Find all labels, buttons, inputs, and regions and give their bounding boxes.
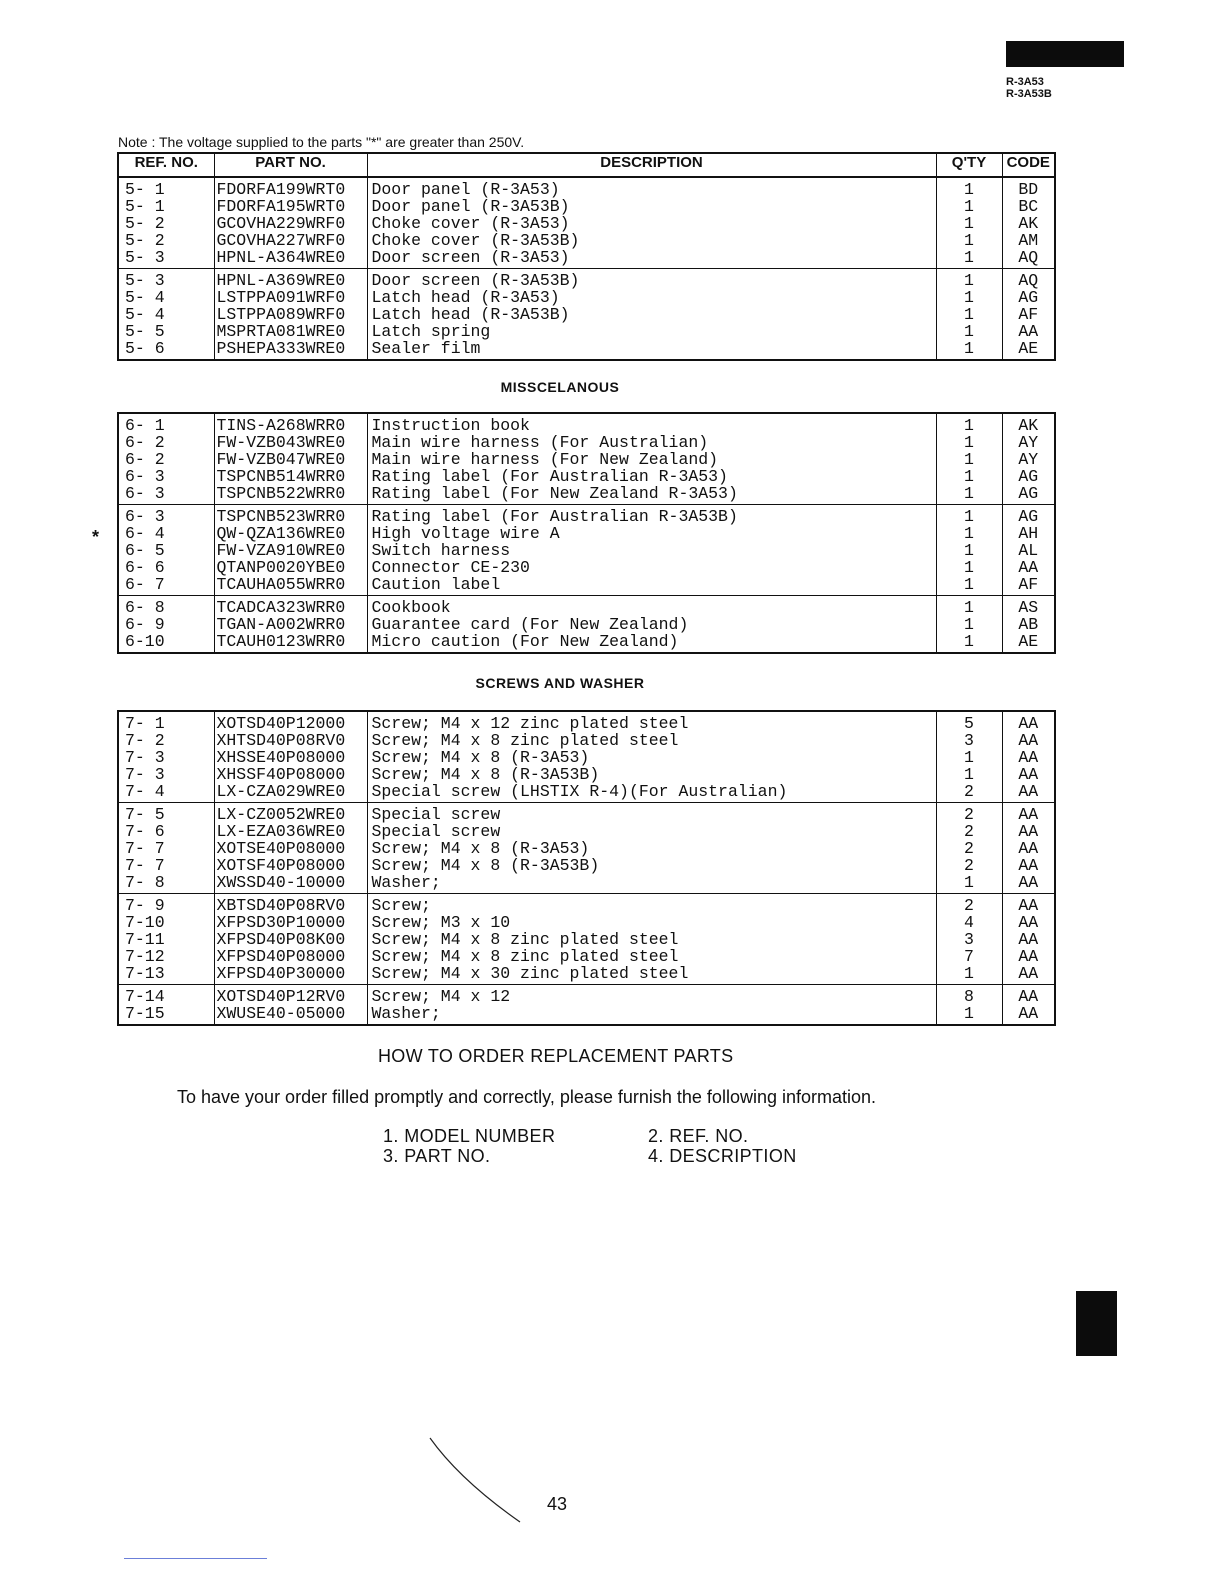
part-no-cell: PSHEPA333WRE0 bbox=[214, 340, 367, 360]
info-item-ref: 2. REF. NO. bbox=[648, 1126, 749, 1146]
table-row bbox=[118, 434, 1055, 451]
ref-no-cell: 6- 3 bbox=[118, 485, 214, 505]
qty-cell: 2 bbox=[936, 857, 1002, 874]
table-row bbox=[118, 542, 1055, 559]
description-cell: Choke cover (R-3A53) bbox=[367, 215, 936, 232]
qty-cell: 1 bbox=[936, 451, 1002, 468]
part-no-cell: TGAN-A002WRR0 bbox=[214, 616, 367, 633]
qty-cell: 1 bbox=[936, 269, 1002, 290]
part-no-cell: XOTSE40P08000 bbox=[214, 840, 367, 857]
qty-cell: 1 bbox=[936, 1005, 1002, 1025]
table-row bbox=[118, 803, 1055, 824]
qty-cell: 1 bbox=[936, 874, 1002, 894]
table-row bbox=[118, 269, 1055, 290]
qty-cell: 1 bbox=[936, 576, 1002, 596]
description-cell: Door panel (R-3A53B) bbox=[367, 198, 936, 215]
code-cell: AF bbox=[1002, 576, 1055, 596]
part-no-cell: XHSSF40P08000 bbox=[214, 766, 367, 783]
part-no-cell: LX-CZA029WRE0 bbox=[214, 783, 367, 803]
description-cell: Instruction book bbox=[367, 413, 936, 434]
table-row bbox=[118, 766, 1055, 783]
qty-cell: 1 bbox=[936, 559, 1002, 576]
col-header-ref: REF. NO. bbox=[118, 153, 214, 177]
ref-no-cell: 6- 9 bbox=[118, 616, 214, 633]
description-cell: Special screw bbox=[367, 823, 936, 840]
table-row bbox=[118, 215, 1055, 232]
table-row bbox=[118, 840, 1055, 857]
code-cell: AS bbox=[1002, 596, 1055, 617]
code-cell: AA bbox=[1002, 1005, 1055, 1025]
part-no-cell: FDORFA195WRT0 bbox=[214, 198, 367, 215]
code-cell: AA bbox=[1002, 749, 1055, 766]
qty-cell: 1 bbox=[936, 766, 1002, 783]
part-no-cell: FW-VZA910WRE0 bbox=[214, 542, 367, 559]
code-cell: AB bbox=[1002, 616, 1055, 633]
code-cell: AY bbox=[1002, 434, 1055, 451]
ref-no-cell: 5- 2 bbox=[118, 215, 214, 232]
col-header-desc: DESCRIPTION bbox=[367, 153, 936, 177]
code-cell: AA bbox=[1002, 985, 1055, 1006]
part-no-cell: FW-VZB047WRE0 bbox=[214, 451, 367, 468]
info-item-model: 1. MODEL NUMBER bbox=[383, 1126, 556, 1146]
table-row bbox=[118, 948, 1055, 965]
code-cell: AA bbox=[1002, 711, 1055, 732]
code-cell: AE bbox=[1002, 633, 1055, 653]
qty-cell: 1 bbox=[936, 232, 1002, 249]
description-cell: Washer; bbox=[367, 1005, 936, 1025]
code-cell: AM bbox=[1002, 232, 1055, 249]
table-row bbox=[118, 485, 1055, 505]
qty-cell: 8 bbox=[936, 985, 1002, 1006]
table-row bbox=[118, 468, 1055, 485]
col-header-part: PART NO. bbox=[214, 153, 367, 177]
section-title-misc: MISSCELANOUS bbox=[500, 379, 620, 395]
table-row bbox=[118, 857, 1055, 874]
ref-no-cell: 7- 6 bbox=[118, 823, 214, 840]
description-cell: Rating label (For Australian R-3A53B) bbox=[367, 505, 936, 526]
qty-cell: 7 bbox=[936, 948, 1002, 965]
part-no-cell: TCAUH0123WRR0 bbox=[214, 633, 367, 653]
code-cell: AH bbox=[1002, 525, 1055, 542]
ref-no-cell: 7- 2 bbox=[118, 732, 214, 749]
qty-cell: 1 bbox=[936, 340, 1002, 360]
part-no-cell: XHSSE40P08000 bbox=[214, 749, 367, 766]
table-row bbox=[118, 894, 1055, 915]
description-cell: Screw; M4 x 8 (R-3A53) bbox=[367, 840, 936, 857]
ref-no-cell: 7-11 bbox=[118, 931, 214, 948]
ref-no-cell: 7- 7 bbox=[118, 857, 214, 874]
part-no-cell: XWUSE40-05000 bbox=[214, 1005, 367, 1025]
qty-cell: 2 bbox=[936, 783, 1002, 803]
part-no-cell: XFPSD40P08K00 bbox=[214, 931, 367, 948]
code-cell: BC bbox=[1002, 198, 1055, 215]
part-no-cell: XBTSD40P08RV0 bbox=[214, 894, 367, 915]
description-cell: Caution label bbox=[367, 576, 936, 596]
ref-no-cell: 7- 1 bbox=[118, 711, 214, 732]
table-row bbox=[118, 616, 1055, 633]
part-no-cell: XOTSD40P12000 bbox=[214, 711, 367, 732]
page-number: 43 bbox=[547, 1494, 568, 1514]
description-cell: Screw; M4 x 8 zinc plated steel bbox=[367, 948, 936, 965]
qty-cell: 1 bbox=[936, 485, 1002, 505]
description-cell: Door screen (R-3A53) bbox=[367, 249, 936, 269]
part-no-cell: XFPSD40P30000 bbox=[214, 965, 367, 985]
description-cell: Guarantee card (For New Zealand) bbox=[367, 616, 936, 633]
ref-no-cell: 6-10 bbox=[118, 633, 214, 653]
voltage-note: Note : The voltage supplied to the parts "*" are greater than 250V. bbox=[118, 134, 525, 150]
ref-no-cell: 6- 7 bbox=[118, 576, 214, 596]
code-cell: AA bbox=[1002, 323, 1055, 340]
part-no-cell: HPNL-A369WRE0 bbox=[214, 269, 367, 290]
qty-cell: 1 bbox=[936, 596, 1002, 617]
code-cell: AA bbox=[1002, 874, 1055, 894]
part-no-cell: XOTSD40P12RV0 bbox=[214, 985, 367, 1006]
parts-table-cabinet bbox=[117, 152, 1056, 361]
model-number-1: R-3A53 bbox=[1006, 76, 1044, 88]
table-row bbox=[118, 1005, 1055, 1025]
table-row bbox=[118, 732, 1055, 749]
code-cell: AA bbox=[1002, 914, 1055, 931]
table-row bbox=[118, 783, 1055, 803]
ref-no-cell: 7-12 bbox=[118, 948, 214, 965]
part-no-cell: TSPCNB523WRR0 bbox=[214, 505, 367, 526]
ref-no-cell: 6- 2 bbox=[118, 434, 214, 451]
code-cell: AA bbox=[1002, 840, 1055, 857]
code-cell: AA bbox=[1002, 559, 1055, 576]
code-cell: AF bbox=[1002, 306, 1055, 323]
ref-no-cell: 7- 3 bbox=[118, 749, 214, 766]
ref-no-cell: 7- 4 bbox=[118, 783, 214, 803]
description-cell: Screw; M4 x 8 zinc plated steel bbox=[367, 931, 936, 948]
description-cell: Special screw (LHSTIX R-4)(For Australian) bbox=[367, 783, 936, 803]
description-cell: Switch harness bbox=[367, 542, 936, 559]
table-row bbox=[118, 232, 1055, 249]
part-no-cell: TSPCNB514WRR0 bbox=[214, 468, 367, 485]
table-row bbox=[118, 177, 1055, 198]
qty-cell: 1 bbox=[936, 306, 1002, 323]
table-row bbox=[118, 198, 1055, 215]
description-cell: Screw; M4 x 8 (R-3A53B) bbox=[367, 857, 936, 874]
high-voltage-star: * bbox=[92, 527, 100, 547]
part-no-cell: XWSSD40-10000 bbox=[214, 874, 367, 894]
code-cell: AA bbox=[1002, 823, 1055, 840]
table-row bbox=[118, 505, 1055, 526]
qty-cell: 1 bbox=[936, 505, 1002, 526]
part-no-cell: LSTPPA089WRF0 bbox=[214, 306, 367, 323]
code-cell: AA bbox=[1002, 894, 1055, 915]
qty-cell: 1 bbox=[936, 413, 1002, 434]
ref-no-cell: 6- 3 bbox=[118, 505, 214, 526]
col-header-code: CODE bbox=[1002, 153, 1055, 177]
qty-cell: 1 bbox=[936, 249, 1002, 269]
info-item-desc: 4. DESCRIPTION bbox=[648, 1146, 797, 1166]
description-cell: Screw; M4 x 8 (R-3A53B) bbox=[367, 766, 936, 783]
table-row bbox=[118, 633, 1055, 653]
ref-no-cell: 7- 5 bbox=[118, 803, 214, 824]
part-no-cell: QTANP0020YBE0 bbox=[214, 559, 367, 576]
table-row bbox=[118, 413, 1055, 434]
side-black-bar bbox=[1076, 1291, 1117, 1356]
description-cell: Cookbook bbox=[367, 596, 936, 617]
description-cell: Rating label (For New Zealand R-3A53) bbox=[367, 485, 936, 505]
description-cell: Choke cover (R-3A53B) bbox=[367, 232, 936, 249]
part-no-cell: XOTSF40P08000 bbox=[214, 857, 367, 874]
description-cell: Latch spring bbox=[367, 323, 936, 340]
qty-cell: 1 bbox=[936, 965, 1002, 985]
code-cell: AA bbox=[1002, 766, 1055, 783]
col-header-qty: Q'TY bbox=[936, 153, 1002, 177]
ref-no-cell: 6- 8 bbox=[118, 596, 214, 617]
description-cell: Screw; M3 x 10 bbox=[367, 914, 936, 931]
qty-cell: 1 bbox=[936, 289, 1002, 306]
code-cell: AA bbox=[1002, 931, 1055, 948]
table-row bbox=[118, 931, 1055, 948]
qty-cell: 1 bbox=[936, 215, 1002, 232]
code-cell: AA bbox=[1002, 965, 1055, 985]
code-cell: AQ bbox=[1002, 269, 1055, 290]
ref-no-cell: 6- 4 bbox=[118, 525, 214, 542]
ref-no-cell: 5- 3 bbox=[118, 269, 214, 290]
ref-no-cell: 5- 4 bbox=[118, 289, 214, 306]
code-cell: AA bbox=[1002, 948, 1055, 965]
code-cell: AG bbox=[1002, 289, 1055, 306]
ref-no-cell: 7- 7 bbox=[118, 840, 214, 857]
code-cell: AG bbox=[1002, 485, 1055, 505]
part-no-cell: LSTPPA091WRF0 bbox=[214, 289, 367, 306]
description-cell: Screw; M4 x 12 zinc plated steel bbox=[367, 711, 936, 732]
part-no-cell: FDORFA199WRT0 bbox=[214, 177, 367, 198]
description-cell: Latch head (R-3A53B) bbox=[367, 306, 936, 323]
ref-no-cell: 5- 6 bbox=[118, 340, 214, 360]
qty-cell: 1 bbox=[936, 323, 1002, 340]
part-no-cell: HPNL-A364WRE0 bbox=[214, 249, 367, 269]
ref-no-cell: 5- 4 bbox=[118, 306, 214, 323]
part-no-cell: TINS-A268WRR0 bbox=[214, 413, 367, 434]
code-cell: AE bbox=[1002, 340, 1055, 360]
section-title-screws: SCREWS AND WASHER bbox=[475, 675, 645, 691]
ref-no-cell: 5- 1 bbox=[118, 177, 214, 198]
part-no-cell: QW-QZA136WRE0 bbox=[214, 525, 367, 542]
table-row bbox=[118, 823, 1055, 840]
ref-no-cell: 5- 1 bbox=[118, 198, 214, 215]
code-cell: AG bbox=[1002, 468, 1055, 485]
description-cell: Special screw bbox=[367, 803, 936, 824]
part-no-cell: XHTSD40P08RV0 bbox=[214, 732, 367, 749]
description-cell: Screw; M4 x 8 (R-3A53) bbox=[367, 749, 936, 766]
qty-cell: 1 bbox=[936, 468, 1002, 485]
qty-cell: 1 bbox=[936, 616, 1002, 633]
table-row bbox=[118, 451, 1055, 468]
qty-cell: 1 bbox=[936, 177, 1002, 198]
description-cell: Rating label (For Australian R-3A53) bbox=[367, 468, 936, 485]
description-cell: Screw; M4 x 8 zinc plated steel bbox=[367, 732, 936, 749]
code-cell: AA bbox=[1002, 732, 1055, 749]
qty-cell: 1 bbox=[936, 525, 1002, 542]
part-no-cell: TCAUHA055WRR0 bbox=[214, 576, 367, 596]
qty-cell: 3 bbox=[936, 732, 1002, 749]
code-cell: AQ bbox=[1002, 249, 1055, 269]
part-no-cell: GCOVHA227WRF0 bbox=[214, 232, 367, 249]
table-row bbox=[118, 525, 1055, 542]
qty-cell: 1 bbox=[936, 749, 1002, 766]
ref-no-cell: 6- 5 bbox=[118, 542, 214, 559]
description-cell: Connector CE-230 bbox=[367, 559, 936, 576]
ref-no-cell: 7-14 bbox=[118, 985, 214, 1006]
part-no-cell: LX-EZA036WRE0 bbox=[214, 823, 367, 840]
header-black-bar bbox=[1006, 41, 1124, 67]
ref-no-cell: 6- 1 bbox=[118, 413, 214, 434]
table-row bbox=[118, 323, 1055, 340]
parts-table-misc bbox=[117, 412, 1056, 654]
code-cell: AG bbox=[1002, 505, 1055, 526]
ref-no-cell: 5- 5 bbox=[118, 323, 214, 340]
part-no-cell: MSPRTA081WRE0 bbox=[214, 323, 367, 340]
table-row bbox=[118, 249, 1055, 269]
qty-cell: 2 bbox=[936, 823, 1002, 840]
part-no-cell: GCOVHA229WRF0 bbox=[214, 215, 367, 232]
pen-stroke-mark bbox=[420, 1430, 530, 1530]
description-cell: Micro caution (For New Zealand) bbox=[367, 633, 936, 653]
table-row bbox=[118, 711, 1055, 732]
table-row bbox=[118, 576, 1055, 596]
ref-no-cell: 7- 3 bbox=[118, 766, 214, 783]
part-no-cell: FW-VZB043WRE0 bbox=[214, 434, 367, 451]
part-no-cell: TCADCA323WRR0 bbox=[214, 596, 367, 617]
description-cell: Main wire harness (For Australian) bbox=[367, 434, 936, 451]
table-row bbox=[118, 874, 1055, 894]
part-no-cell: XFPSD30P10000 bbox=[214, 914, 367, 931]
description-cell: Screw; M4 x 30 zinc plated steel bbox=[367, 965, 936, 985]
ref-no-cell: 7-15 bbox=[118, 1005, 214, 1025]
table-row bbox=[118, 559, 1055, 576]
table-row bbox=[118, 306, 1055, 323]
howto-instruction: To have your order filled promptly and correctly, please furnish the following information. bbox=[177, 1087, 877, 1107]
part-no-cell: XFPSD40P08000 bbox=[214, 948, 367, 965]
part-no-cell: LX-CZ0052WRE0 bbox=[214, 803, 367, 824]
code-cell: AA bbox=[1002, 783, 1055, 803]
table-row bbox=[118, 965, 1055, 985]
bottom-underline bbox=[124, 1558, 267, 1559]
qty-cell: 1 bbox=[936, 633, 1002, 653]
parts-table-screws bbox=[117, 710, 1056, 1026]
table-row bbox=[118, 985, 1055, 1006]
description-cell: Door screen (R-3A53B) bbox=[367, 269, 936, 290]
ref-no-cell: 7- 9 bbox=[118, 894, 214, 915]
description-cell: Main wire harness (For New Zealand) bbox=[367, 451, 936, 468]
qty-cell: 4 bbox=[936, 914, 1002, 931]
description-cell: Latch head (R-3A53) bbox=[367, 289, 936, 306]
code-cell: AL bbox=[1002, 542, 1055, 559]
description-cell: Screw; M4 x 12 bbox=[367, 985, 936, 1006]
code-cell: AY bbox=[1002, 451, 1055, 468]
ref-no-cell: 5- 3 bbox=[118, 249, 214, 269]
table-row bbox=[118, 749, 1055, 766]
description-cell: High voltage wire A bbox=[367, 525, 936, 542]
description-cell: Washer; bbox=[367, 874, 936, 894]
ref-no-cell: 7-10 bbox=[118, 914, 214, 931]
table-row bbox=[118, 596, 1055, 617]
qty-cell: 2 bbox=[936, 894, 1002, 915]
ref-no-cell: 7- 8 bbox=[118, 874, 214, 894]
qty-cell: 1 bbox=[936, 434, 1002, 451]
info-item-part: 3. PART NO. bbox=[383, 1146, 491, 1166]
code-cell: AK bbox=[1002, 413, 1055, 434]
ref-no-cell: 6- 2 bbox=[118, 451, 214, 468]
table-row bbox=[118, 914, 1055, 931]
table-row bbox=[118, 340, 1055, 360]
qty-cell: 2 bbox=[936, 803, 1002, 824]
ref-no-cell: 6- 3 bbox=[118, 468, 214, 485]
part-no-cell: TSPCNB522WRR0 bbox=[214, 485, 367, 505]
ref-no-cell: 7-13 bbox=[118, 965, 214, 985]
code-cell: BD bbox=[1002, 177, 1055, 198]
qty-cell: 1 bbox=[936, 542, 1002, 559]
code-cell: AK bbox=[1002, 215, 1055, 232]
description-cell: Sealer film bbox=[367, 340, 936, 360]
code-cell: AA bbox=[1002, 803, 1055, 824]
qty-cell: 3 bbox=[936, 931, 1002, 948]
qty-cell: 5 bbox=[936, 711, 1002, 732]
description-cell: Door panel (R-3A53) bbox=[367, 177, 936, 198]
ref-no-cell: 5- 2 bbox=[118, 232, 214, 249]
ref-no-cell: 6- 6 bbox=[118, 559, 214, 576]
howto-title: HOW TO ORDER REPLACEMENT PARTS bbox=[378, 1046, 734, 1066]
description-cell: Screw; bbox=[367, 894, 936, 915]
code-cell: AA bbox=[1002, 857, 1055, 874]
table-row bbox=[118, 289, 1055, 306]
qty-cell: 2 bbox=[936, 840, 1002, 857]
qty-cell: 1 bbox=[936, 198, 1002, 215]
model-number-2: R-3A53B bbox=[1006, 88, 1052, 100]
